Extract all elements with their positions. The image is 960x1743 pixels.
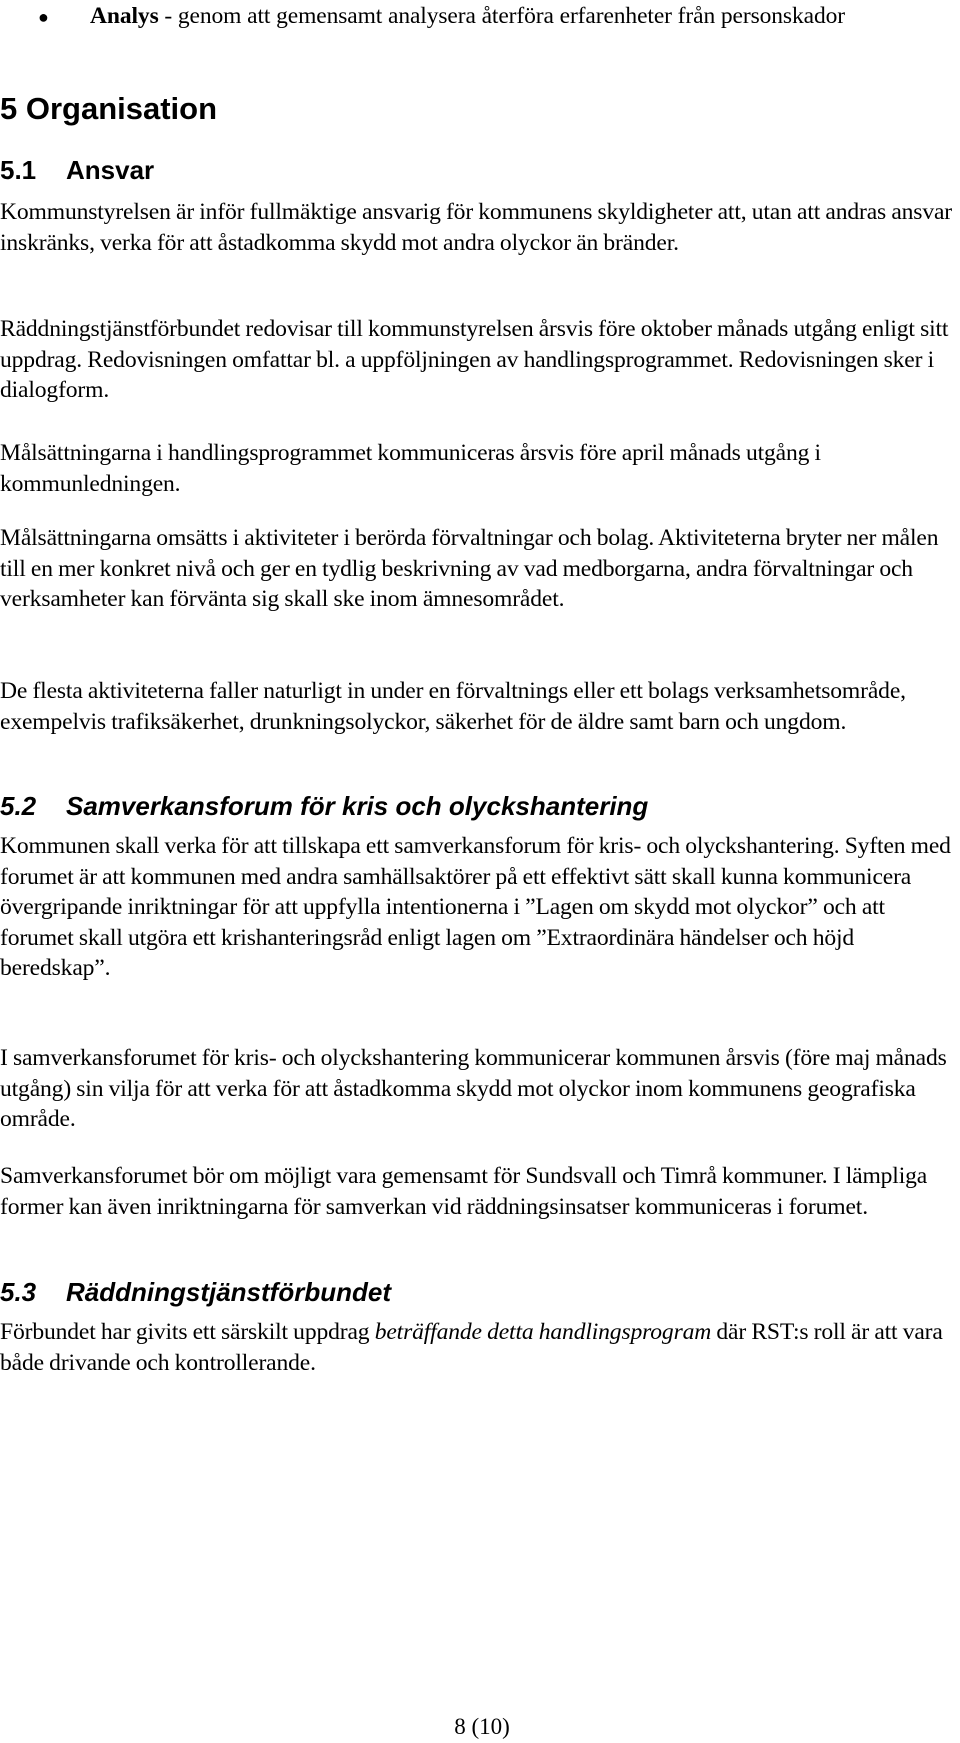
paragraph: Kommunen skall verka för att tillskapa ett samverkansforum för kris- och olyckshantering. Syften med forumet är att kommunen med andra samhällsaktörer på ett effektivt sätt skall kunna kommunicera övergripande inriktningar för att uppfylla intentionerna i ”Lagen om skydd mot olyckor” och att forumet skall utgöra ett krishanteringsråd enligt lagen om ”Extraordinära händelser och höjd beredskap”. [0, 833, 951, 981]
paragraph-text: där RST:s roll är att vara både drivande och kontrollerande. [0, 1319, 943, 1376]
bullet-term: Analys [90, 3, 159, 29]
section-5-3-heading [0, 1275, 391, 1309]
bullet-icon: ● [38, 7, 49, 27]
page-footer [0, 1713, 960, 1741]
bullet-description: - genom att gemensamt analysera återföra erfarenheter från personskador [158, 3, 845, 29]
bullet-text [90, 0, 920, 33]
paragraph: I samverkansforumet för kris- och olyckshantering kommunicerar kommunen årsvis (före maj månads utgång) sin vilja för att verka för att åstadkomma skydd mot olyckor inom kommunens geografiska område. [0, 1045, 947, 1132]
paragraph-text: Förbundet har givits ett särskilt uppdrag [0, 1319, 375, 1345]
paragraph: Kommunstyrelsen är inför fullmäktige ansvarig för kommunens skyldigheter att, utan att andras ansvar inskränks, verka för att åstadkomma skydd mot andra olyckor än bränder. [0, 199, 952, 256]
section-5-2-title: Samverkansforum för kris och olyckshantering [66, 791, 649, 821]
page-number: 8 (10) [454, 1714, 510, 1739]
section-5-1-number: 5.1 [0, 155, 37, 185]
paragraph: De flesta aktiviteterna faller naturligt in under en förvaltnings eller ett bolags verksamhetsområde, exempelvis trafiksäkerhet, drunkningsolyckor, säkerhet för de äldre samt barn och ungdom. [0, 678, 906, 735]
paragraph: Målsättningarna i handlingsprogrammet kommuniceras årsvis före april månads utgång i kommunledningen. [0, 440, 821, 497]
section-5-1-title: Ansvar [66, 155, 155, 185]
paragraph: Samverkansforumet bör om möjligt vara gemensamt för Sundsvall och Timrå kommuner. I lämpliga former kan även inriktningarna för samverkan vid räddningsinsatser kommuniceras i forumet. [0, 1163, 928, 1220]
section-5-3-title: Räddningstjänstförbundet [66, 1277, 391, 1307]
paragraph [0, 1317, 958, 1378]
section-5-3-number: 5.3 [0, 1277, 37, 1307]
paragraph-emphasis: beträffande detta handlingsprogram [374, 1319, 712, 1345]
section-5-heading: 5 Organisation [0, 91, 218, 126]
paragraph: Målsättningarna omsätts i aktiviteter i berörda förvaltningar och bolag. Aktiviteterna bryter ner målen till en mer konkret nivå och ger en tydlig beskrivning av vad medborgarna, andra förvaltningar och verksamheter kan förvänta sig skall ske inom ämnesområdet. [0, 525, 939, 612]
paragraph: Räddningstjänstförbundet redovisar till kommunstyrelsen årsvis före oktober månads utgång enligt sitt uppdrag. Redovisningen omfattar bl. a uppföljningen av handlingsprogrammet. Redovisningen sker i dialogform. [0, 316, 949, 403]
section-5-1-heading [0, 153, 154, 187]
section-5-2-number: 5.2 [0, 791, 37, 821]
section-5-2-heading [0, 789, 648, 823]
